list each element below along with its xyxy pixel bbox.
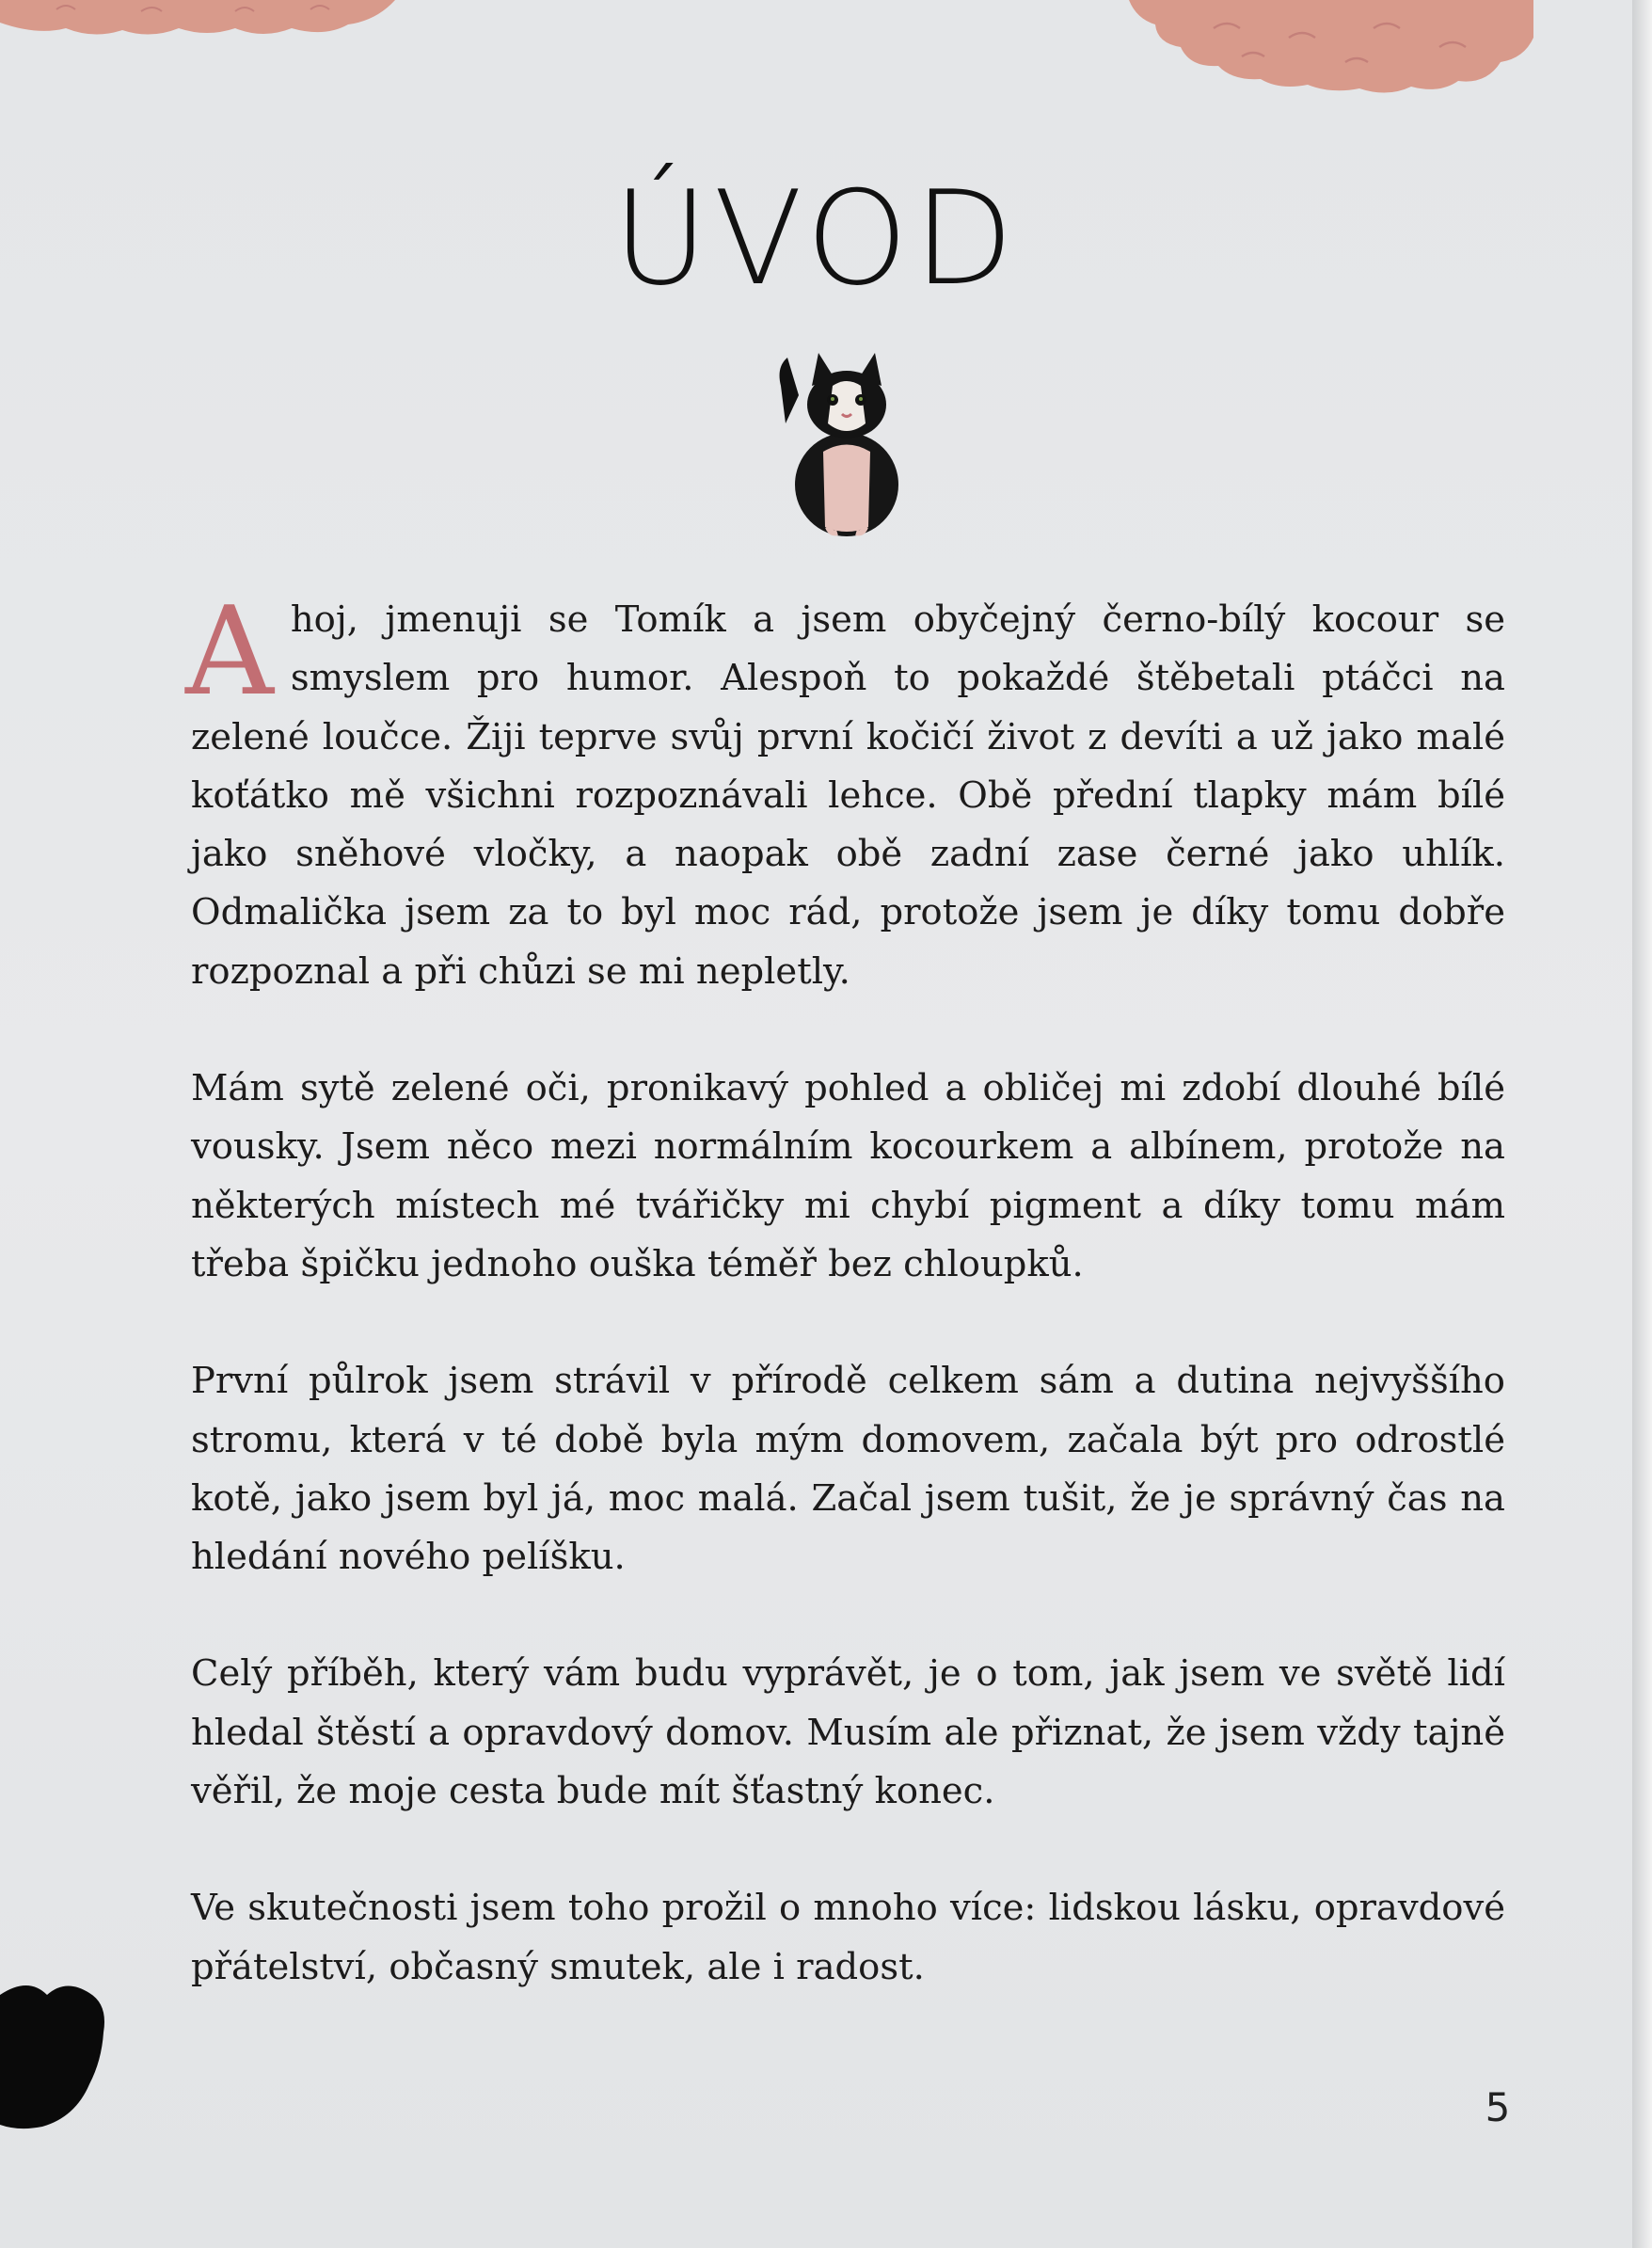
page-number: 5 xyxy=(1485,2084,1511,2130)
page-title: ÚVOD xyxy=(612,163,1020,314)
cloud-illustration-right xyxy=(1129,0,1533,94)
paragraph-5: Ve skutečnosti jsem toho prožil o mnoho více: lidskou lásku, opravdové přátelství, občasný smutek, ale i radost. xyxy=(191,1887,1505,1988)
cat-illustration xyxy=(767,348,917,536)
paragraph-1-text: hoj, jmenuji se Tomík a jsem obyčejný černo-bílý kocour se smyslem pro humor. Alespoň to pokaždé štěbetali ptáčci na zelené loučce. Žiji teprve svůj první kočičí život z devíti a už jako malé koťátko mě všichni rozpoznávali lehce. Obě přední tlapky mám bílé jako sněhové vločky, a naopak obě zadní zase černé jako uhlík. Odmalička jsem za to byl moc rád, protože jsem je díky tomu dobře rozpoznal a při chůzi se mi nepletly. xyxy=(191,598,1505,993)
black-paw-silhouette xyxy=(0,1976,108,2131)
drop-cap: A xyxy=(185,580,274,723)
paragraph-1 xyxy=(185,580,1505,1001)
paragraph-2: Mám sytě zelené oči, pronikavý pohled a obličej mi zdobí dlouhé bílé vousky. Jsem něco mezi normálním kocourkem a albínem, protože na některých místech mé tvářičky mi chybí pigment a díky tomu mám třeba špičku jednoho ouška téměř bez chloupků. xyxy=(191,1067,1505,1285)
intro-text xyxy=(185,580,1505,2055)
paragraph-3: První půlrok jsem strávil v přírodě celkem sám a dutina nejvyššího stromu, která v té době byla mým domovem, začala být pro odrostlé kotě, jako jsem byl já, moc malá. Začal jsem tušit, že je správný čas na hledání nového pelíšku. xyxy=(191,1360,1505,1579)
cloud-illustration-left xyxy=(0,0,395,38)
page-edge xyxy=(1632,0,1652,2248)
paragraph-4: Celý příběh, který vám budu vyprávět, je o tom, jak jsem ve světě lidí hledal štěstí a opravdový domov. Musím ale přiznat, že jsem vždy tajně věřil, že moje cesta bude mít šťastný konec. xyxy=(191,1652,1505,1813)
